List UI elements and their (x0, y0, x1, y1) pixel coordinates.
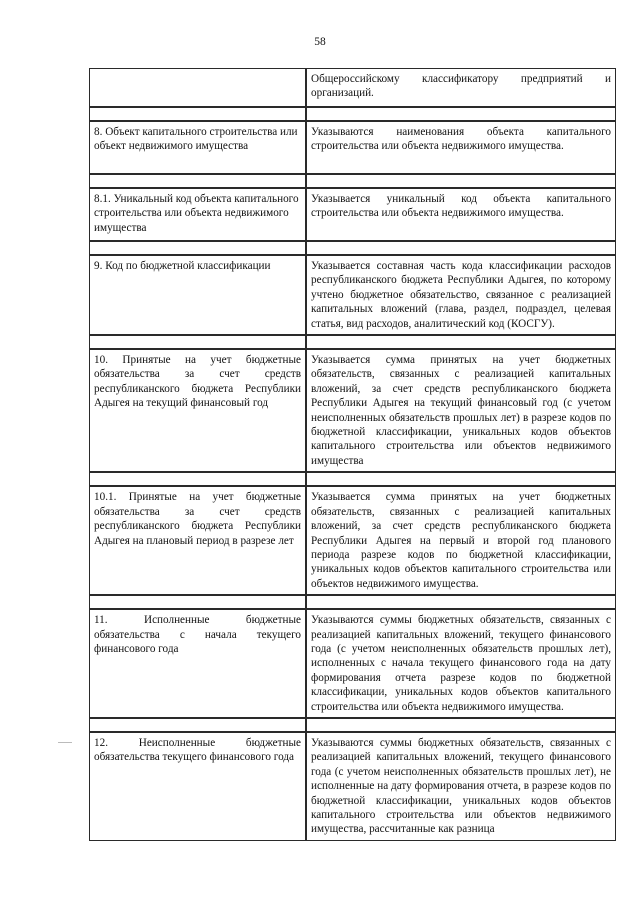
table-row (89, 486, 616, 595)
row-label: 12. Неисполненные бюджетные обязательства текущего финансового года (89, 732, 306, 841)
table-row (89, 349, 616, 472)
row-label: 8.1. Уникальный код объекта капитального строительства или объекта недвижимого имущества (89, 188, 306, 241)
page-number: 58 (314, 36, 326, 48)
row-description: Указывается составная часть кода классификации расходов республиканского бюджета Республики Адыгея, по которому учтено бюджетное обязательство, связанное с реализацией капитальных вложений (глава, раздел, подраздел, целевая статья, вид расходов, аналитический код (КОСГУ). (306, 255, 616, 335)
row-description: Указываются суммы бюджетных обязательств, связанных с реализацией капитальных вложений, текущего финансового года (с учетом неисполненных обязательств прошлых лет), исполненных с начала текущего финансового года на дату формирования отчета разрезе кодов по бюджетной классификации, уникальных кодов объектов капитального строительства или объекта недвижимого имущества. (306, 609, 616, 718)
margin-mark (58, 742, 72, 743)
classification-table (89, 68, 616, 841)
row-label: 10. Принятые на учет бюджетные обязательства за счет средств республиканского бюджета Республики Адыгея на текущий финансовый год (89, 349, 306, 472)
table-row (89, 68, 616, 107)
row-label: 11. Исполненные бюджетные обязательства с начала текущего финансового года (89, 609, 306, 718)
row-description: Общероссийскому классификатору предприятий и организаций. (306, 68, 616, 107)
row-label: 8. Объект капитального строительства или объект недвижимого имущества (89, 121, 306, 174)
row-description: Указывается сумма принятых на учет бюджетных обязательств, связанных с реализацией капитальных вложений, за счет средств республиканского бюджета Республики Адыгея на текущий финансовый год (с учетом неисполненных обязательств прошлых лет) в разрезе кодов по бюджетной классификации, уникальных кодов объектов капитального строительства или объектов недвижимого имущества (306, 349, 616, 472)
row-description: Указываются наименования объекта капитального строительства или объекта недвижимого имущества. (306, 121, 616, 174)
table-row (89, 732, 616, 841)
row-description: Указывается сумма принятых на учет бюджетных обязательств, связанных с реализацией капитальных вложений, за счет средств республиканского бюджета Республики Адыгея на первый и второй год планового периода разрезе кодов по бюджетной классификации, уникальных кодов объектов капитального строительства или объектов недвижимого имущества. (306, 486, 616, 595)
table-row (89, 609, 616, 718)
table-row (89, 121, 616, 174)
row-description: Указывается уникальный код объекта капитального строительства или объекта недвижимого имущества. (306, 188, 616, 241)
table-row (89, 188, 616, 241)
row-label: 10.1. Принятые на учет бюджетные обязательства за счет средств республиканского бюджета Республики Адыгея на плановый период в разрезе лет (89, 486, 306, 595)
row-label: 9. Код по бюджетной классификации (89, 255, 306, 335)
table-row (89, 255, 616, 335)
row-description: Указываются суммы бюджетных обязательств, связанных с реализацией капитальных вложений, текущего финансового года (с учетом неисполненных обязательств прошлых лет), не исполненные на дату формирования отчета, в разрезе кодов по бюджетной классификации, уникальных кодов объектов капитального строительства или объектов недвижимого имущества, рассчитанные как разница (306, 732, 616, 841)
row-label (89, 68, 306, 107)
